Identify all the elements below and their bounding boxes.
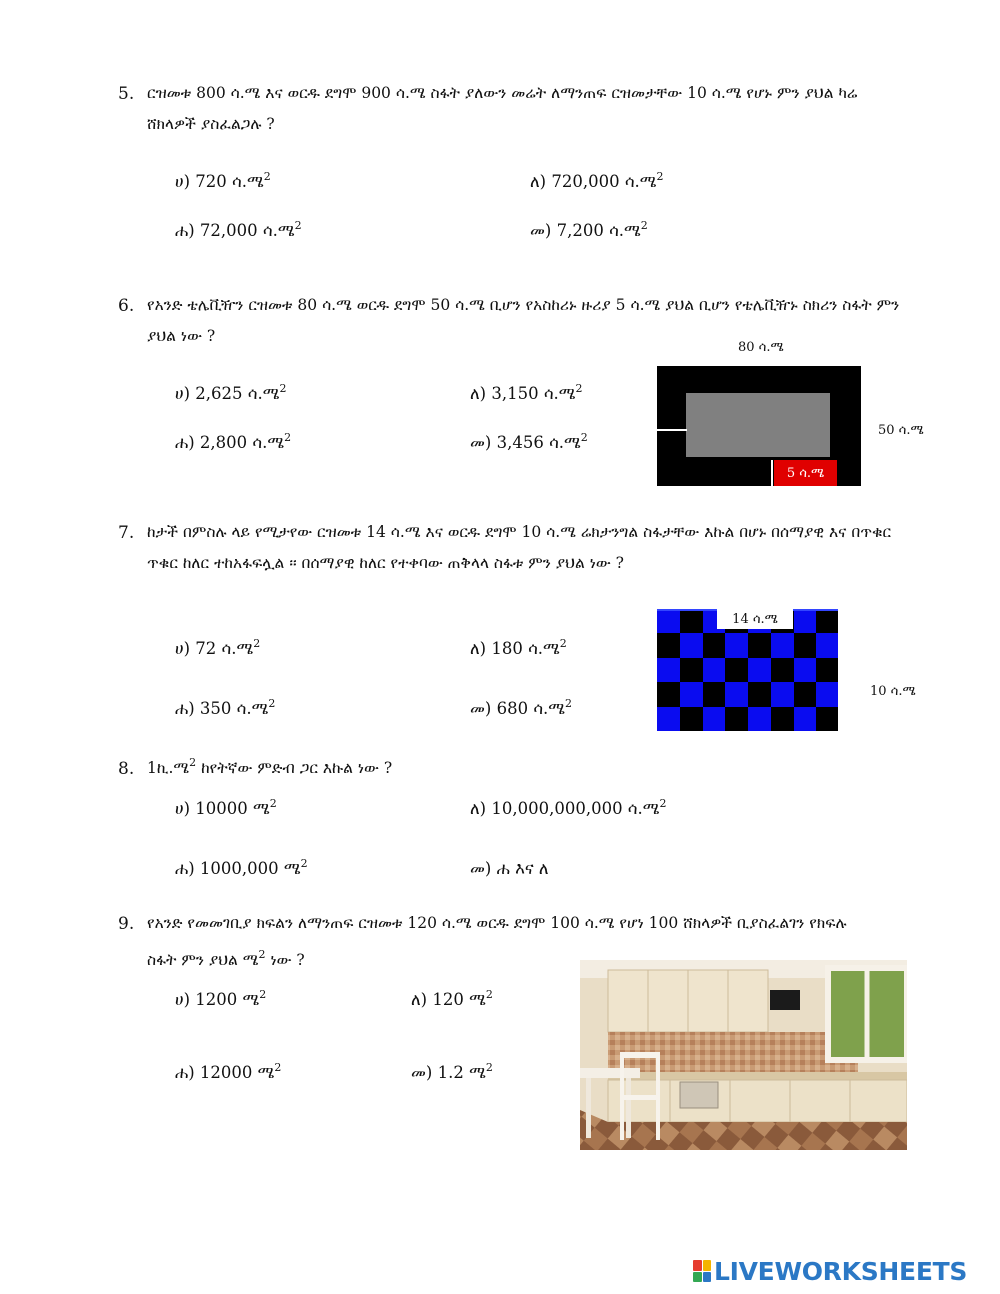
tile xyxy=(771,707,794,731)
tile xyxy=(725,633,748,657)
checkerboard-height-label: 10 ሳ.ሜ xyxy=(870,684,916,699)
tile xyxy=(680,609,703,633)
question-8-number: 8. xyxy=(118,759,135,779)
liveworksheets-mark xyxy=(693,1260,711,1282)
q9-option-c[interactable]: ሐ) 12000 ሜ$^2$ xyxy=(175,1061,282,1082)
checkerboard-diagram xyxy=(657,609,839,731)
q5-option-a[interactable]: ሀ) 720 ሳ.ሜ$^2$ xyxy=(175,170,271,191)
tile xyxy=(725,682,748,706)
question-8-text-line1: 1ኪ.ሜ$^2$ ከየትኛው ምድብ ጋር እኩል ነው ? xyxy=(147,756,393,777)
tile xyxy=(680,707,703,731)
question-5-text-line1: ርዝመቱ 800 ሳ.ሜ እና ወርዱ ደግሞ 900 ሳ.ሜ ስፋት ያለውን መሬት ለማንጠፍ ርዝመታቸው 10 ሳ.ሜ የሆኑ ምን ያህል ካሬ xyxy=(147,84,858,102)
q5-option-c[interactable]: ሐ) 72,000 ሳ.ሜ$^2$ xyxy=(175,219,302,240)
tile xyxy=(703,682,726,706)
tile xyxy=(703,633,726,657)
logo-mark-square xyxy=(703,1260,712,1271)
q8-option-c[interactable]: ሐ) 1000,000 ሜ$^2$ xyxy=(175,857,308,878)
tile xyxy=(794,633,817,657)
tv-screen xyxy=(686,393,830,457)
kitchen-photo xyxy=(580,960,907,1150)
tile xyxy=(794,682,817,706)
logo-mark-square xyxy=(693,1272,702,1283)
tile xyxy=(816,658,839,682)
tv-border-line xyxy=(771,460,773,486)
question-5-number: 5. xyxy=(118,84,135,104)
tile xyxy=(657,633,680,657)
q5-option-b[interactable]: ለ) 720,000 ሳ.ሜ$^2$ xyxy=(530,170,664,191)
question-6-number: 6. xyxy=(118,296,135,316)
tv-height-label: 50 ሳ.ሜ xyxy=(878,423,924,438)
question-7-text-line2: ጥቁር ከለር ተከአፋፍሏል ፡፡ በሰማያዊ ከለር የተቀባው ጠቅላላ ስፋቱ ምን ያህል ነው ? xyxy=(147,554,624,572)
question-9-text-line1: የአንድ የመመገቢያ ክፍልን ለማንጠፍ ርዝመቱ 120 ሳ.ሜ ወርዱ ደግሞ 100 ሳ.ሜ የሆነ 100 ሸክላዎች ቢያስፈልገን የክፍሉ xyxy=(147,914,847,932)
q6-option-d[interactable]: መ) 3,456 ሳ.ሜ$^2$ xyxy=(470,431,588,452)
tile xyxy=(794,658,817,682)
q6-option-b[interactable]: ለ) 3,150 ሳ.ሜ$^2$ xyxy=(470,382,583,403)
q7-option-d[interactable]: መ) 680 ሳ.ሜ$^2$ xyxy=(470,697,573,718)
question-6-text-line1: የአንድ ቴሌቪዥን ርዝመቱ 80 ሳ.ሜ ወርዱ ደግሞ 50 ሳ.ሜ ቢሆን የአስከሪኑ ዙሪያ 5 ሳ.ሜ ያህል ቢሆን የቴሌቪዥኑ ስክሪን ስፋት ምን xyxy=(147,296,900,314)
logo-mark-square xyxy=(693,1260,702,1271)
kitchen-illustration xyxy=(580,960,907,1150)
q8-option-a[interactable]: ሀ) 10000 ሜ$^2$ xyxy=(175,797,277,818)
liveworksheets-wordmark: LIVEWORKSHEETS xyxy=(714,1256,968,1286)
q7-option-c[interactable]: ሐ) 350 ሳ.ሜ$^2$ xyxy=(175,697,276,718)
tile xyxy=(748,682,771,706)
tile xyxy=(748,707,771,731)
tile xyxy=(816,682,839,706)
tile xyxy=(816,633,839,657)
tile xyxy=(680,682,703,706)
q7-option-a[interactable]: ሀ) 72 ሳ.ሜ$^2$ xyxy=(175,637,261,658)
tile xyxy=(680,658,703,682)
question-6-text-line2: ያህል ነው ? xyxy=(147,327,216,345)
tile xyxy=(794,609,817,633)
question-7-text-line1: ከታች በምስሉ ላይ የሚታየው ርዝመቱ 14 ሳ.ሜ እና ወርዱ ደግሞ 10 ሳ.ሜ ሬክታንግል ስፋታቸው እኩል በሆኑ በሰማያዊ እና በጥቁር xyxy=(147,523,892,541)
tile xyxy=(657,682,680,706)
tile xyxy=(771,633,794,657)
q8-option-b[interactable]: ለ) 10,000,000,000 ሳ.ሜ$^2$ xyxy=(470,797,667,818)
q9-option-d[interactable]: መ) 1.2 ሜ$^2$ xyxy=(411,1061,493,1082)
question-9-number: 9. xyxy=(118,914,135,934)
q6-option-c[interactable]: ሐ) 2,800 ሳ.ሜ$^2$ xyxy=(175,431,292,452)
tile xyxy=(816,707,839,731)
tile xyxy=(657,707,680,731)
q8-option-d[interactable]: መ) ሐ እና ለ xyxy=(470,859,549,878)
logo-mark-square xyxy=(703,1272,712,1283)
question-7-number: 7. xyxy=(118,523,135,543)
q5-option-d[interactable]: መ) 7,200 ሳ.ሜ$^2$ xyxy=(530,219,648,240)
question-5-text-line2: ሸክላዎች ያስፈልጋሉ ? xyxy=(147,115,275,133)
tile xyxy=(725,658,748,682)
liveworksheets-logo[interactable] xyxy=(693,1257,967,1285)
q9-option-b[interactable]: ለ) 120 ሜ$^2$ xyxy=(411,988,493,1009)
q7-option-b[interactable]: ለ) 180 ሳ.ሜ$^2$ xyxy=(470,637,567,658)
question-9-text-line2: ስፋት ምን ያህል ሜ$^2$ ነው ? xyxy=(147,948,305,969)
tile xyxy=(703,658,726,682)
q6-option-a[interactable]: ሀ) 2,625 ሳ.ሜ$^2$ xyxy=(175,382,287,403)
checkerboard-width-label: 14 ሳ.ሜ xyxy=(717,609,793,629)
tv-border-label: 5 ሳ.ሜ xyxy=(774,460,837,486)
tile xyxy=(748,658,771,682)
tile xyxy=(771,658,794,682)
tile xyxy=(703,707,726,731)
tv-diagram xyxy=(657,366,861,486)
checkerboard-edge xyxy=(838,609,839,731)
tile xyxy=(657,658,680,682)
q9-option-a[interactable]: ሀ) 1200 ሜ$^2$ xyxy=(175,988,267,1009)
tile xyxy=(771,682,794,706)
tile xyxy=(748,633,771,657)
tv-border-tick xyxy=(657,429,687,431)
tile xyxy=(725,707,748,731)
tile xyxy=(657,609,680,633)
tile xyxy=(680,633,703,657)
tile xyxy=(794,707,817,731)
tile xyxy=(816,609,839,633)
tv-width-label: 80 ሳ.ሜ xyxy=(738,340,784,355)
